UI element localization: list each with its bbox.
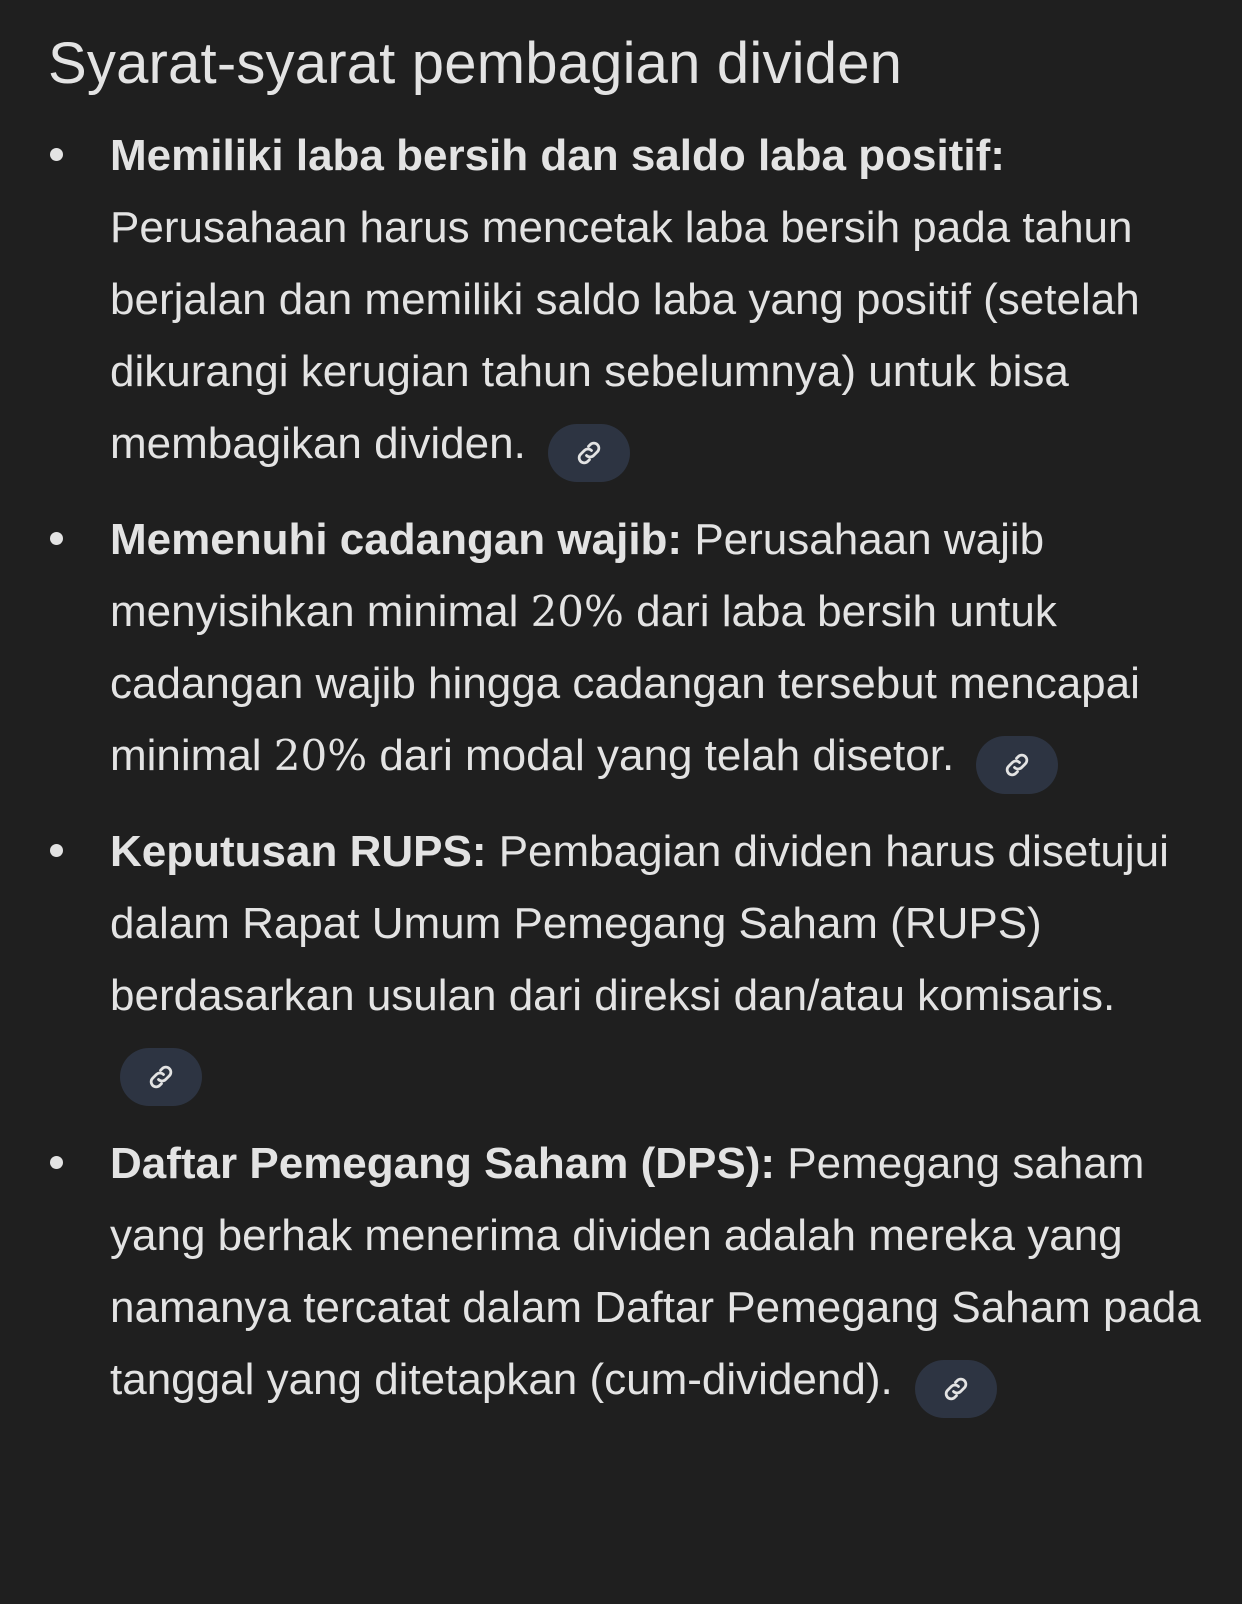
item-term: Memenuhi cadangan wajib: [110,515,683,564]
requirements-list [48,120,1202,1418]
list-item-rups-decision [48,816,1202,1106]
list-item-net-profit [48,120,1202,482]
list-item-shareholder-register [48,1128,1202,1418]
source-link-button[interactable] [120,1048,202,1106]
source-link-button[interactable] [548,424,630,482]
bullet-icon [50,148,63,161]
bullet-icon [50,844,63,857]
item-description: dari laba bersih untuk cadangan wajib hingga cadangan tersebut mencapai minimal [110,587,1140,780]
item-term: Daftar Pemegang Saham (DPS): [110,1139,776,1188]
bullet-icon [50,532,63,545]
link-icon [574,438,604,468]
link-icon [1002,750,1032,780]
source-link-button[interactable] [915,1360,997,1418]
percentage-value: 20% [273,731,368,780]
item-description: Perusahaan wajib menyisihkan minimal [110,515,1045,636]
list-item-mandatory-reserve [48,504,1202,794]
percentage-value: 20% [530,587,624,636]
section-heading: Syarat-syarat pembagian dividen [48,31,903,96]
bullet-icon [50,1156,63,1169]
item-description: dari modal yang telah disetor. [367,731,955,780]
item-description: Perusahaan harus mencetak laba bersih pada tahun berjalan dan memiliki saldo laba yang positif (setelah dikurangi kerugian tahun sebelumnya) untuk bisa membagikan dividen. [110,203,1140,468]
source-link-button[interactable] [976,736,1058,794]
item-description: Pembagian dividen harus disetujui dalam Rapat Umum Pemegang Saham (RUPS) berdasarkan usulan dari direksi dan/atau komisaris. [110,827,1169,1020]
link-icon [941,1374,971,1404]
link-icon [146,1062,176,1092]
item-term: Memiliki laba bersih dan saldo laba positif: [110,131,1005,180]
item-term: Keputusan RUPS: [110,827,487,876]
item-description: Pemegang saham yang berhak menerima dividen adalah mereka yang namanya tercatat dalam Daftar Pemegang Saham pada tanggal yang ditetapkan (cum-dividend). [110,1139,1201,1404]
